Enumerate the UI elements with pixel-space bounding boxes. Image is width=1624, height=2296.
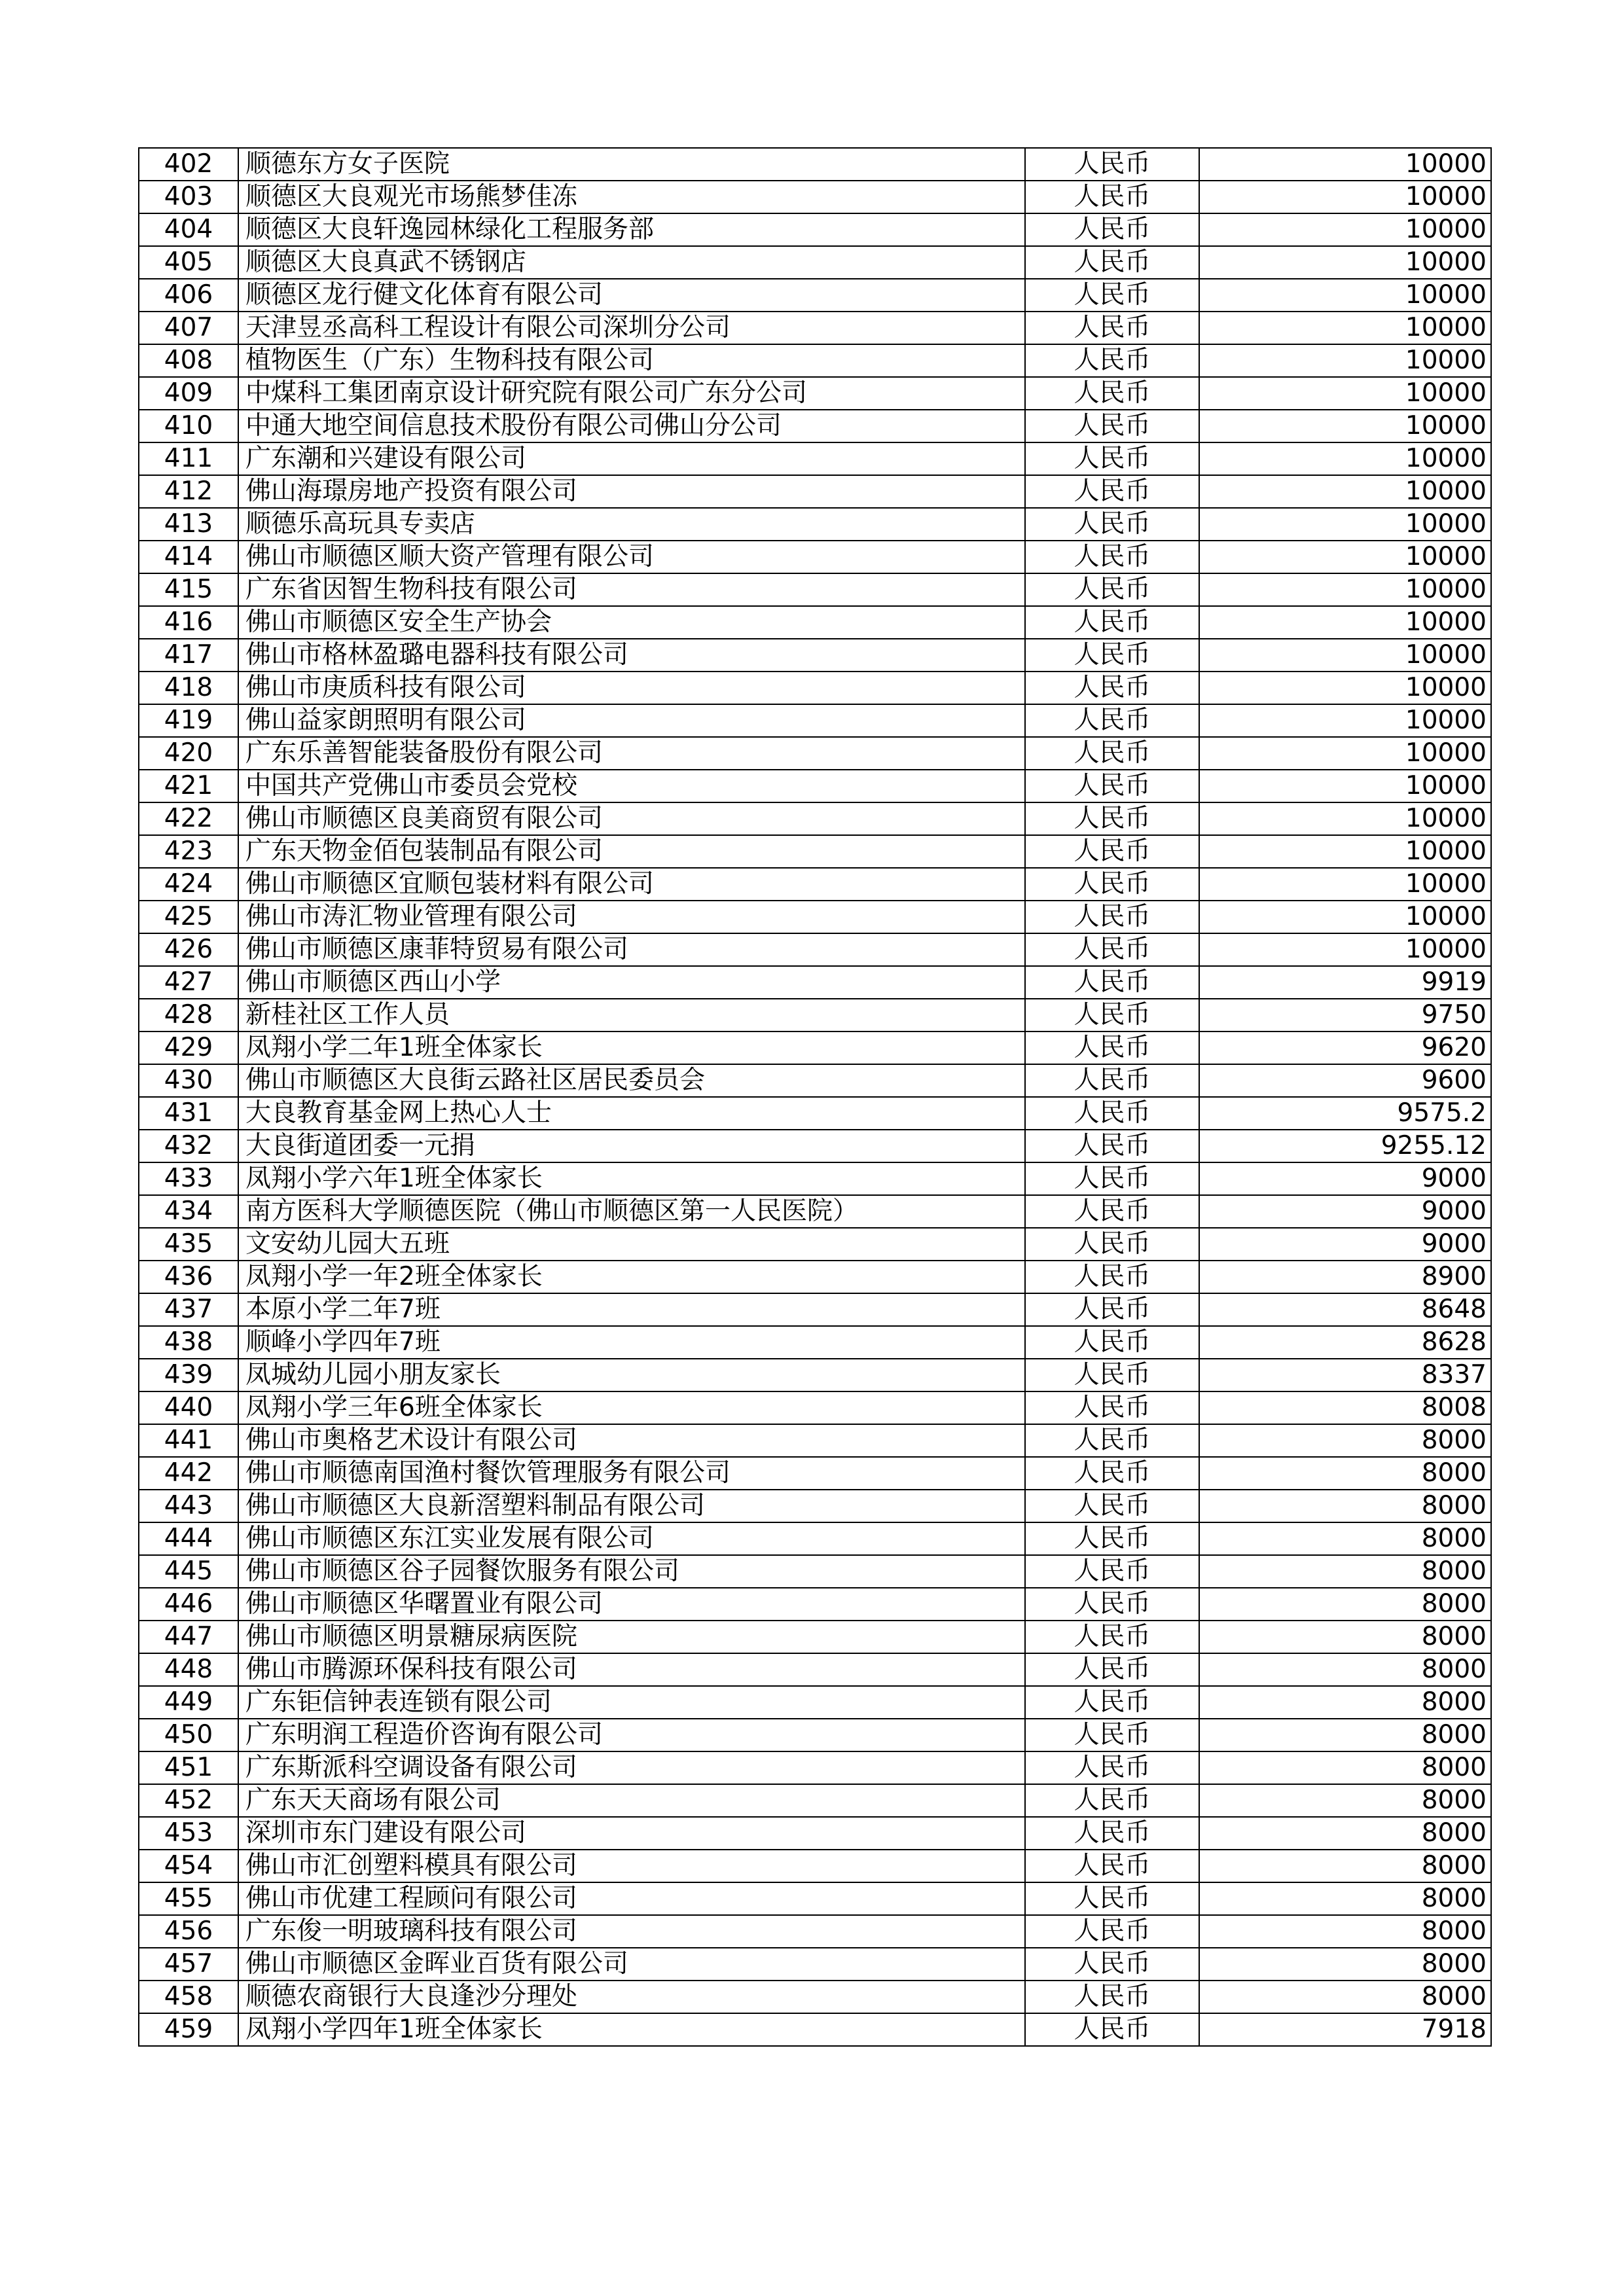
table-row — [139, 1686, 1491, 1719]
amount: 10000 — [1199, 508, 1491, 541]
donor-name: 广东省因智生物科技有限公司 — [238, 573, 1025, 606]
currency: 人民币 — [1025, 442, 1199, 475]
donation-table-body — [139, 148, 1491, 2046]
currency: 人民币 — [1025, 933, 1199, 966]
currency: 人民币 — [1025, 1097, 1199, 1130]
table-row — [139, 1326, 1491, 1359]
row-number: 422 — [139, 802, 238, 835]
currency: 人民币 — [1025, 672, 1199, 704]
currency: 人民币 — [1025, 737, 1199, 770]
currency: 人民币 — [1025, 1293, 1199, 1326]
donor-name: 佛山市顺德区宜顺包装材料有限公司 — [238, 868, 1025, 901]
currency: 人民币 — [1025, 1981, 1199, 2013]
donor-name: 凤翔小学一年2班全体家长 — [238, 1261, 1025, 1293]
row-number: 416 — [139, 606, 238, 639]
amount: 8900 — [1199, 1261, 1491, 1293]
donor-name: 顺德区龙行健文化体育有限公司 — [238, 279, 1025, 312]
currency: 人民币 — [1025, 1948, 1199, 1981]
table-row — [139, 1293, 1491, 1326]
amount: 10000 — [1199, 377, 1491, 410]
donor-name: 天津昱丞高科工程设计有限公司深圳分公司 — [238, 312, 1025, 344]
amount: 9575.2 — [1199, 1097, 1491, 1130]
table-row — [139, 835, 1491, 868]
donor-name: 佛山市顺德区康菲特贸易有限公司 — [238, 933, 1025, 966]
amount: 8000 — [1199, 1555, 1491, 1588]
row-number: 403 — [139, 181, 238, 213]
amount: 8000 — [1199, 1490, 1491, 1522]
amount: 7918 — [1199, 2013, 1491, 2046]
row-number: 410 — [139, 410, 238, 442]
currency: 人民币 — [1025, 1915, 1199, 1948]
table-row — [139, 999, 1491, 1031]
donor-name: 佛山市顺德区谷子园餐饮服务有限公司 — [238, 1555, 1025, 1588]
amount: 9750 — [1199, 999, 1491, 1031]
currency: 人民币 — [1025, 508, 1199, 541]
row-number: 402 — [139, 148, 238, 181]
donor-name: 佛山市顺德区大良新滘塑料制品有限公司 — [238, 1490, 1025, 1522]
table-row — [139, 1490, 1491, 1522]
amount: 8000 — [1199, 1588, 1491, 1621]
donor-name: 佛山市顺德区顺大资产管理有限公司 — [238, 541, 1025, 573]
amount: 8337 — [1199, 1359, 1491, 1391]
row-number: 405 — [139, 246, 238, 279]
table-row — [139, 1359, 1491, 1391]
amount: 10000 — [1199, 573, 1491, 606]
donor-name: 佛山市格林盈璐电器科技有限公司 — [238, 639, 1025, 672]
donor-name: 佛山市顺德区大良街云路社区居民委员会 — [238, 1064, 1025, 1097]
table-row — [139, 704, 1491, 737]
donor-name: 佛山市顺德区良美商贸有限公司 — [238, 802, 1025, 835]
donor-name: 佛山市顺德南国渔村餐饮管理服务有限公司 — [238, 1457, 1025, 1490]
currency: 人民币 — [1025, 312, 1199, 344]
row-number: 407 — [139, 312, 238, 344]
currency: 人民币 — [1025, 1130, 1199, 1162]
currency: 人民币 — [1025, 410, 1199, 442]
currency: 人民币 — [1025, 1162, 1199, 1195]
currency: 人民币 — [1025, 1031, 1199, 1064]
amount: 8000 — [1199, 1457, 1491, 1490]
row-number: 420 — [139, 737, 238, 770]
amount: 10000 — [1199, 410, 1491, 442]
row-number: 424 — [139, 868, 238, 901]
donor-name: 凤城幼儿园小朋友家长 — [238, 1359, 1025, 1391]
table-row — [139, 1915, 1491, 1948]
amount: 8000 — [1199, 1686, 1491, 1719]
donor-name: 广东斯派科空调设备有限公司 — [238, 1751, 1025, 1784]
currency: 人民币 — [1025, 1522, 1199, 1555]
amount: 10000 — [1199, 639, 1491, 672]
currency: 人民币 — [1025, 1751, 1199, 1784]
row-number: 415 — [139, 573, 238, 606]
amount: 9600 — [1199, 1064, 1491, 1097]
table-row — [139, 1882, 1491, 1915]
table-row — [139, 508, 1491, 541]
donor-name: 佛山市顺德区东江实业发展有限公司 — [238, 1522, 1025, 1555]
currency: 人民币 — [1025, 541, 1199, 573]
currency: 人民币 — [1025, 868, 1199, 901]
currency: 人民币 — [1025, 1228, 1199, 1261]
table-row — [139, 213, 1491, 246]
table-row — [139, 868, 1491, 901]
row-number: 428 — [139, 999, 238, 1031]
table-row — [139, 1391, 1491, 1424]
amount: 8000 — [1199, 1981, 1491, 2013]
donor-name: 顺德农商银行大良逢沙分理处 — [238, 1981, 1025, 2013]
row-number: 417 — [139, 639, 238, 672]
currency: 人民币 — [1025, 213, 1199, 246]
donor-name: 佛山市奥格艺术设计有限公司 — [238, 1424, 1025, 1457]
row-number: 436 — [139, 1261, 238, 1293]
row-number: 419 — [139, 704, 238, 737]
amount: 10000 — [1199, 835, 1491, 868]
donor-name: 凤翔小学三年6班全体家长 — [238, 1391, 1025, 1424]
table-row — [139, 377, 1491, 410]
donor-name: 顺德东方女子医院 — [238, 148, 1025, 181]
table-row — [139, 606, 1491, 639]
amount: 8000 — [1199, 1522, 1491, 1555]
table-row — [139, 410, 1491, 442]
donor-name: 大良教育基金网上热心人士 — [238, 1097, 1025, 1130]
row-number: 414 — [139, 541, 238, 573]
currency: 人民币 — [1025, 279, 1199, 312]
donor-name: 新桂社区工作人员 — [238, 999, 1025, 1031]
table-row — [139, 1130, 1491, 1162]
donor-name: 凤翔小学二年1班全体家长 — [238, 1031, 1025, 1064]
row-number: 459 — [139, 2013, 238, 2046]
currency: 人民币 — [1025, 1359, 1199, 1391]
amount: 10000 — [1199, 344, 1491, 377]
table-row — [139, 181, 1491, 213]
amount: 8000 — [1199, 1719, 1491, 1751]
currency: 人民币 — [1025, 1261, 1199, 1293]
table-row — [139, 1948, 1491, 1981]
amount: 10000 — [1199, 802, 1491, 835]
currency: 人民币 — [1025, 181, 1199, 213]
currency: 人民币 — [1025, 1555, 1199, 1588]
amount: 10000 — [1199, 181, 1491, 213]
amount: 8000 — [1199, 1850, 1491, 1882]
donor-name: 佛山市汇创塑料模具有限公司 — [238, 1850, 1025, 1882]
table-row — [139, 148, 1491, 181]
donor-name: 广东钜信钟表连锁有限公司 — [238, 1686, 1025, 1719]
table-row — [139, 1064, 1491, 1097]
donor-name: 佛山海璟房地产投资有限公司 — [238, 475, 1025, 508]
donor-name: 佛山市顺德区明景糖尿病医院 — [238, 1621, 1025, 1653]
row-number: 423 — [139, 835, 238, 868]
table-row — [139, 672, 1491, 704]
table-row — [139, 1850, 1491, 1882]
donor-name: 佛山益家朗照明有限公司 — [238, 704, 1025, 737]
currency: 人民币 — [1025, 639, 1199, 672]
amount: 10000 — [1199, 213, 1491, 246]
row-number: 442 — [139, 1457, 238, 1490]
amount: 8000 — [1199, 1948, 1491, 1981]
table-row — [139, 1228, 1491, 1261]
row-number: 450 — [139, 1719, 238, 1751]
donor-name: 顺德区大良观光市场熊梦佳冻 — [238, 181, 1025, 213]
amount: 10000 — [1199, 868, 1491, 901]
currency: 人民币 — [1025, 1621, 1199, 1653]
amount: 8000 — [1199, 1817, 1491, 1850]
currency: 人民币 — [1025, 999, 1199, 1031]
amount: 8008 — [1199, 1391, 1491, 1424]
currency: 人民币 — [1025, 1588, 1199, 1621]
donor-name: 佛山市顺德区西山小学 — [238, 966, 1025, 999]
table-row — [139, 1522, 1491, 1555]
table-row — [139, 312, 1491, 344]
currency: 人民币 — [1025, 344, 1199, 377]
amount: 9000 — [1199, 1228, 1491, 1261]
currency: 人民币 — [1025, 1653, 1199, 1686]
amount: 10000 — [1199, 246, 1491, 279]
donor-name: 顺德区大良轩逸园林绿化工程服务部 — [238, 213, 1025, 246]
amount: 9255.12 — [1199, 1130, 1491, 1162]
amount: 8000 — [1199, 1424, 1491, 1457]
donor-name: 大良街道团委一元捐 — [238, 1130, 1025, 1162]
row-number: 421 — [139, 770, 238, 802]
table-row — [139, 1457, 1491, 1490]
table-row — [139, 1719, 1491, 1751]
amount: 10000 — [1199, 704, 1491, 737]
donor-name: 佛山市顺德区安全生产协会 — [238, 606, 1025, 639]
currency: 人民币 — [1025, 475, 1199, 508]
table-row — [139, 639, 1491, 672]
amount: 10000 — [1199, 312, 1491, 344]
currency: 人民币 — [1025, 1064, 1199, 1097]
currency: 人民币 — [1025, 704, 1199, 737]
currency: 人民币 — [1025, 901, 1199, 933]
row-number: 458 — [139, 1981, 238, 2013]
row-number: 429 — [139, 1031, 238, 1064]
table-row — [139, 1751, 1491, 1784]
row-number: 425 — [139, 901, 238, 933]
amount: 10000 — [1199, 606, 1491, 639]
row-number: 406 — [139, 279, 238, 312]
table-row — [139, 1621, 1491, 1653]
amount: 10000 — [1199, 148, 1491, 181]
donor-name: 广东乐善智能装备股份有限公司 — [238, 737, 1025, 770]
row-number: 418 — [139, 672, 238, 704]
table-row — [139, 1424, 1491, 1457]
currency: 人民币 — [1025, 1195, 1199, 1228]
row-number: 404 — [139, 213, 238, 246]
row-number: 455 — [139, 1882, 238, 1915]
row-number: 435 — [139, 1228, 238, 1261]
currency: 人民币 — [1025, 770, 1199, 802]
donor-name: 佛山市顺德区华曙置业有限公司 — [238, 1588, 1025, 1621]
row-number: 445 — [139, 1555, 238, 1588]
donor-name: 顺峰小学四年7班 — [238, 1326, 1025, 1359]
currency: 人民币 — [1025, 148, 1199, 181]
amount: 8000 — [1199, 1784, 1491, 1817]
donor-name: 顺德乐高玩具专卖店 — [238, 508, 1025, 541]
amount: 8000 — [1199, 1751, 1491, 1784]
donor-name: 佛山市优建工程顾问有限公司 — [238, 1882, 1025, 1915]
donor-name: 广东潮和兴建设有限公司 — [238, 442, 1025, 475]
amount: 8000 — [1199, 1915, 1491, 1948]
currency: 人民币 — [1025, 966, 1199, 999]
amount: 10000 — [1199, 442, 1491, 475]
donor-name: 佛山市腾源环保科技有限公司 — [238, 1653, 1025, 1686]
table-row — [139, 1195, 1491, 1228]
row-number: 454 — [139, 1850, 238, 1882]
row-number: 432 — [139, 1130, 238, 1162]
row-number: 433 — [139, 1162, 238, 1195]
donor-name: 凤翔小学四年1班全体家长 — [238, 2013, 1025, 2046]
table-row — [139, 802, 1491, 835]
donor-name: 广东天物金佰包装制品有限公司 — [238, 835, 1025, 868]
row-number: 412 — [139, 475, 238, 508]
currency: 人民币 — [1025, 1817, 1199, 1850]
donation-table — [138, 147, 1492, 2047]
donor-name: 凤翔小学六年1班全体家长 — [238, 1162, 1025, 1195]
currency: 人民币 — [1025, 377, 1199, 410]
row-number: 449 — [139, 1686, 238, 1719]
table-row — [139, 770, 1491, 802]
row-number: 447 — [139, 1621, 238, 1653]
currency: 人民币 — [1025, 1490, 1199, 1522]
amount: 10000 — [1199, 475, 1491, 508]
row-number: 408 — [139, 344, 238, 377]
table-row — [139, 279, 1491, 312]
row-number: 457 — [139, 1948, 238, 1981]
amount: 10000 — [1199, 672, 1491, 704]
amount: 10000 — [1199, 737, 1491, 770]
currency: 人民币 — [1025, 573, 1199, 606]
row-number: 426 — [139, 933, 238, 966]
row-number: 413 — [139, 508, 238, 541]
currency: 人民币 — [1025, 1850, 1199, 1882]
table-row — [139, 1261, 1491, 1293]
table-row — [139, 1653, 1491, 1686]
table-row — [139, 1162, 1491, 1195]
row-number: 409 — [139, 377, 238, 410]
row-number: 434 — [139, 1195, 238, 1228]
table-row — [139, 1784, 1491, 1817]
amount: 9919 — [1199, 966, 1491, 999]
row-number: 453 — [139, 1817, 238, 1850]
row-number: 411 — [139, 442, 238, 475]
row-number: 437 — [139, 1293, 238, 1326]
row-number: 440 — [139, 1391, 238, 1424]
row-number: 438 — [139, 1326, 238, 1359]
currency: 人民币 — [1025, 1457, 1199, 1490]
row-number: 443 — [139, 1490, 238, 1522]
amount: 10000 — [1199, 770, 1491, 802]
amount: 8648 — [1199, 1293, 1491, 1326]
currency: 人民币 — [1025, 1882, 1199, 1915]
amount: 10000 — [1199, 901, 1491, 933]
donor-name: 佛山市涛汇物业管理有限公司 — [238, 901, 1025, 933]
donor-name: 文安幼儿园大五班 — [238, 1228, 1025, 1261]
row-number: 427 — [139, 966, 238, 999]
row-number: 431 — [139, 1097, 238, 1130]
donor-name: 中通大地空间信息技术股份有限公司佛山分公司 — [238, 410, 1025, 442]
table-row — [139, 901, 1491, 933]
row-number: 446 — [139, 1588, 238, 1621]
donor-name: 广东天天商场有限公司 — [238, 1784, 1025, 1817]
amount: 8000 — [1199, 1882, 1491, 1915]
table-row — [139, 344, 1491, 377]
row-number: 430 — [139, 1064, 238, 1097]
table-row — [139, 1588, 1491, 1621]
currency: 人民币 — [1025, 1391, 1199, 1424]
currency: 人民币 — [1025, 835, 1199, 868]
currency: 人民币 — [1025, 1719, 1199, 1751]
table-row — [139, 1817, 1491, 1850]
table-row — [139, 1981, 1491, 2013]
table-row — [139, 442, 1491, 475]
table-row — [139, 737, 1491, 770]
donor-name: 南方医科大学顺德医院（佛山市顺德区第一人民医院） — [238, 1195, 1025, 1228]
amount: 8000 — [1199, 1653, 1491, 1686]
table-row — [139, 246, 1491, 279]
amount: 9000 — [1199, 1162, 1491, 1195]
donor-name: 广东明润工程造价咨询有限公司 — [238, 1719, 1025, 1751]
table-row — [139, 573, 1491, 606]
donor-name: 深圳市东门建设有限公司 — [238, 1817, 1025, 1850]
currency: 人民币 — [1025, 2013, 1199, 2046]
currency: 人民币 — [1025, 1784, 1199, 1817]
table-row — [139, 933, 1491, 966]
donor-name: 植物医生（广东）生物科技有限公司 — [238, 344, 1025, 377]
donor-name: 中国共产党佛山市委员会党校 — [238, 770, 1025, 802]
table-row — [139, 475, 1491, 508]
amount: 9620 — [1199, 1031, 1491, 1064]
amount: 8000 — [1199, 1621, 1491, 1653]
amount: 10000 — [1199, 541, 1491, 573]
table-row — [139, 1555, 1491, 1588]
row-number: 451 — [139, 1751, 238, 1784]
donor-name: 本原小学二年7班 — [238, 1293, 1025, 1326]
table-row — [139, 1031, 1491, 1064]
currency: 人民币 — [1025, 802, 1199, 835]
row-number: 456 — [139, 1915, 238, 1948]
currency: 人民币 — [1025, 606, 1199, 639]
currency: 人民币 — [1025, 1686, 1199, 1719]
currency: 人民币 — [1025, 1326, 1199, 1359]
table-row — [139, 966, 1491, 999]
amount: 9000 — [1199, 1195, 1491, 1228]
row-number: 448 — [139, 1653, 238, 1686]
amount: 10000 — [1199, 279, 1491, 312]
donor-name: 中煤科工集团南京设计研究院有限公司广东分公司 — [238, 377, 1025, 410]
currency: 人民币 — [1025, 246, 1199, 279]
donor-name: 顺德区大良真武不锈钢店 — [238, 246, 1025, 279]
table-row — [139, 2013, 1491, 2046]
row-number: 439 — [139, 1359, 238, 1391]
row-number: 441 — [139, 1424, 238, 1457]
row-number: 444 — [139, 1522, 238, 1555]
table-row — [139, 541, 1491, 573]
donor-name: 佛山市庚质科技有限公司 — [238, 672, 1025, 704]
amount: 8628 — [1199, 1326, 1491, 1359]
amount: 10000 — [1199, 933, 1491, 966]
donor-name: 广东俊一明玻璃科技有限公司 — [238, 1915, 1025, 1948]
donor-name: 佛山市顺德区金晖业百货有限公司 — [238, 1948, 1025, 1981]
currency: 人民币 — [1025, 1424, 1199, 1457]
table-row — [139, 1097, 1491, 1130]
row-number: 452 — [139, 1784, 238, 1817]
